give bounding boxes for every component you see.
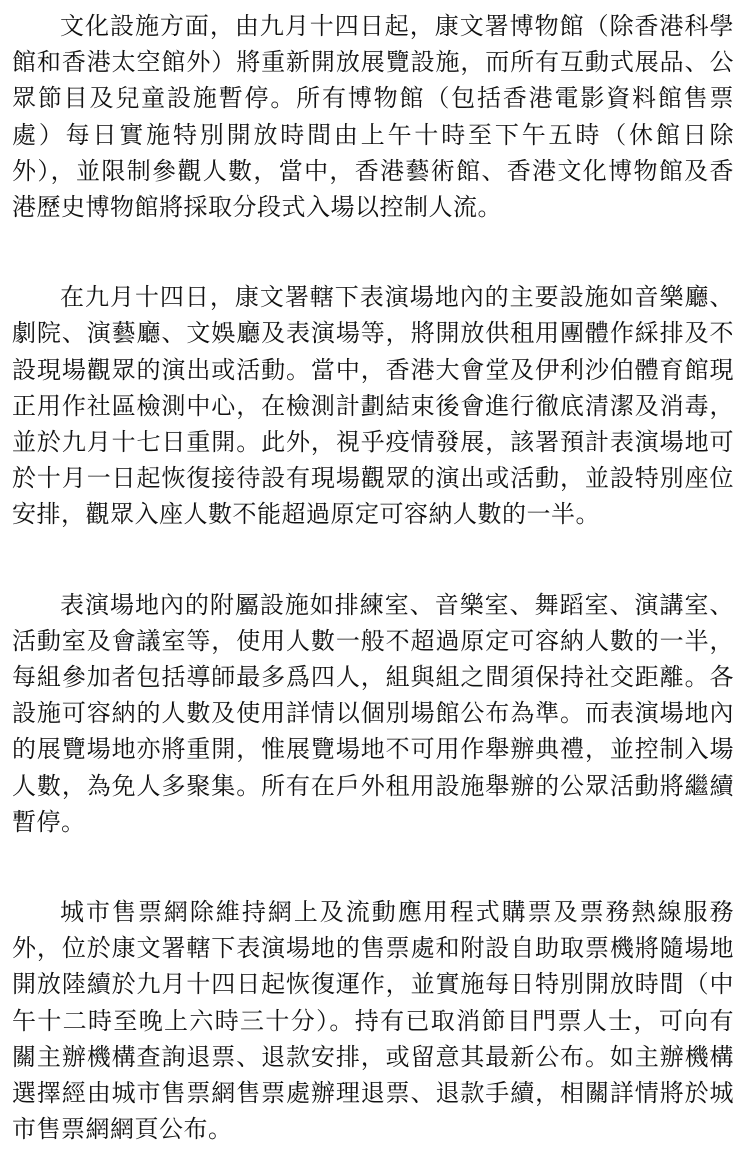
document-body <box>12 8 734 1147</box>
paragraph-cultural-facilities: 文化設施方面，由九月十四日起，康文署博物館（除香港科學館和香港太空館外）將重新開放展覽設施，而所有互動式展品、公眾節目及兒童設施暫停。所有博物館（包括香港電影資料館售票處）每日實施特別開放時間由上午十時至下午五時（休館日除外），並限制參觀人數，當中，香港藝術館、香港文化博物館及香港歷史博物館將採取分段式入場以控制人流。 <box>12 12 734 222</box>
paragraph-urbtix: 城市售票網除維持網上及流動應用程式購票及票務熱線服務外，位於康文署轄下表演場地的售票處和附設自助取票機將隨場地開放陸續於九月十四日起恢復運作，並實施每日特別開放時間（中午十二時至晚上六時三十分）。持有已取消節目門票人士，可向有關主辦機構查詢退票、退款安排，或留意其最新公布。如主辦機構選擇經由城市售票網售票處辦理退票、退款手續，相關詳情將於城市售票網網頁公布。 <box>12 898 734 1144</box>
paragraph-ancillary-facilities: 表演場地內的附屬設施如排練室、音樂室、舞蹈室、演講室、活動室及會議室等，使用人數一般不超過原定可容納人數的一半，每組參加者包括導師最多爲四人，組與組之間須保持社交距離。各設施可容納的人數及使用詳情以個別場館公布為準。而表演場地內的展覽場地亦將重開，惟展覽場地不可用作舉辦典禮，並控制入場人數，為免人多聚集。所有在戶外租用設施舉辦的公眾活動將繼續暫停。 <box>12 590 734 836</box>
paragraph-performance-venues: 在九月十四日，康文署轄下表演場地內的主要設施如音樂廳、劇院、演藝廳、文娛廳及表演場等，將開放供租用團體作綵排及不設現場觀眾的演出或活動。當中，香港大會堂及伊利沙伯體育館現正用作社區檢測中心，在檢測計劃結束後會進行徹底清潔及消毒，並於九月十七日重開。此外，視乎疫情發展，該署預計表演場地可於十月一日起恢復接待設有現場觀眾的演出或活動，並設特別座位安排，觀眾入座人數不能超過原定可容納人數的一半。 <box>12 283 734 529</box>
